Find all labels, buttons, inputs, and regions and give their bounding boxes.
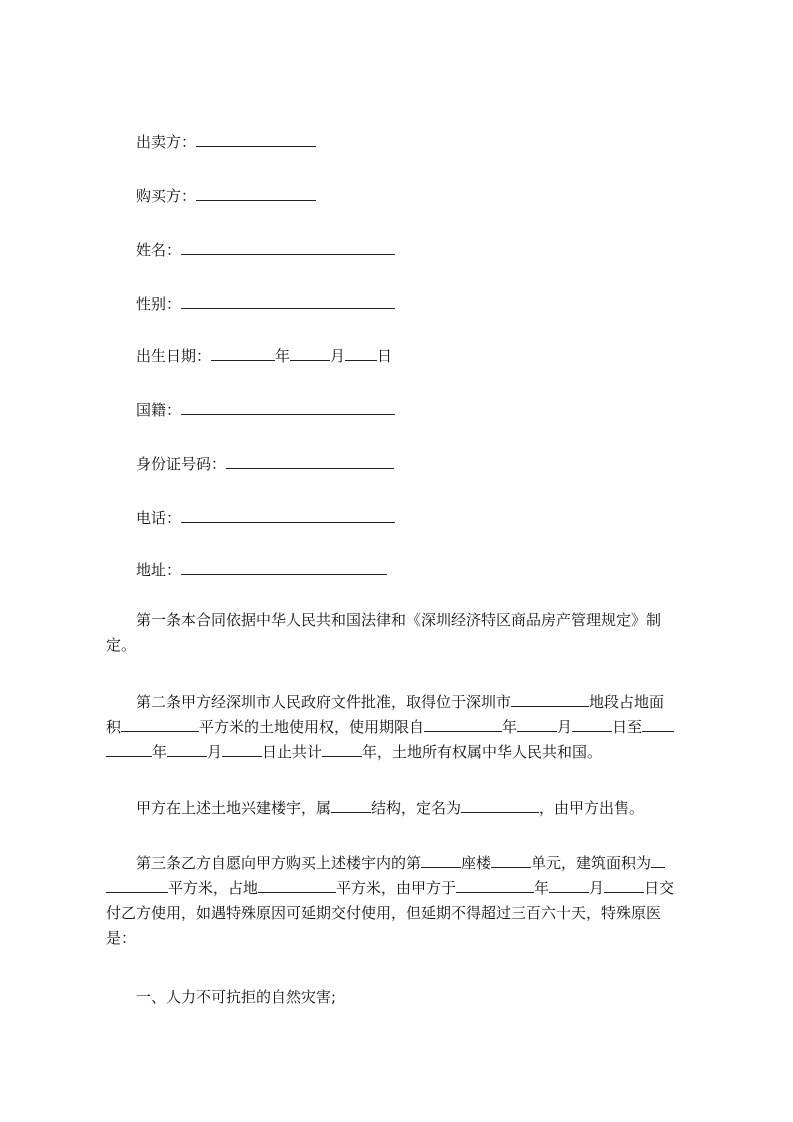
article-3-text-2b: 平方米，由甲方于 bbox=[336, 879, 457, 897]
article-3-text-1b: 座楼 bbox=[461, 854, 492, 872]
end-day-blank[interactable] bbox=[222, 742, 262, 757]
delivery-year-blank[interactable] bbox=[456, 878, 534, 893]
end-month-blank[interactable] bbox=[167, 742, 207, 757]
birth-label: 出生日期： bbox=[136, 347, 212, 365]
id-number-blank[interactable] bbox=[226, 454, 394, 469]
article-2 bbox=[106, 690, 706, 765]
build-text-c: ，由甲方出售。 bbox=[539, 799, 645, 817]
birth-field bbox=[136, 346, 392, 366]
buyer-blank[interactable] bbox=[196, 186, 316, 201]
address-label: 地址： bbox=[136, 561, 182, 579]
article-2-text-3b: 月 bbox=[207, 743, 223, 761]
article-2-text-3c: 日止共计 bbox=[262, 743, 323, 761]
buyer-field bbox=[136, 186, 316, 206]
address-field bbox=[136, 560, 387, 580]
article-1 bbox=[106, 608, 706, 658]
location-blank[interactable] bbox=[511, 692, 589, 707]
article-2-text-2a: 积 bbox=[106, 718, 122, 736]
build-text-b: 结构，定名为 bbox=[371, 799, 462, 817]
article-3-text-2e: 日交 bbox=[644, 879, 675, 897]
term-years-blank[interactable] bbox=[322, 742, 362, 757]
article-2-text-2b: 平方米的土地使用权，使用期限自 bbox=[199, 718, 425, 736]
floor-area-blank-b[interactable] bbox=[106, 878, 168, 893]
article-2-text-2c: 年 bbox=[502, 718, 518, 736]
article-2-text-1a: 第二条甲方经深圳市人民政府文件批准，取得位于深圳市 bbox=[136, 693, 512, 711]
nationality-label: 国籍： bbox=[136, 401, 182, 419]
article-3-text-2d: 月 bbox=[589, 879, 605, 897]
article-2-line-3 bbox=[106, 740, 706, 765]
id-number-field bbox=[136, 454, 394, 474]
article-3 bbox=[106, 851, 706, 951]
phone-field bbox=[136, 508, 395, 528]
phone-label: 电话： bbox=[136, 509, 182, 527]
delivery-day-blank[interactable] bbox=[604, 878, 644, 893]
address-blank[interactable] bbox=[181, 560, 387, 575]
article-3-text-1c: 单元，建筑面积为 bbox=[531, 854, 652, 872]
name-blank[interactable] bbox=[181, 240, 395, 255]
start-year-blank[interactable] bbox=[424, 717, 502, 732]
nationality-field bbox=[136, 400, 395, 420]
article-3-line-2 bbox=[106, 876, 706, 901]
article-2-text-1b: 地段占地面 bbox=[589, 693, 665, 711]
gender-blank[interactable] bbox=[181, 294, 395, 309]
phone-blank[interactable] bbox=[181, 508, 395, 523]
building-name-blank[interactable] bbox=[461, 798, 539, 813]
article-2-text-3a: 年 bbox=[152, 743, 168, 761]
delivery-month-blank[interactable] bbox=[549, 878, 589, 893]
floor-area-blank-a[interactable] bbox=[651, 853, 665, 868]
end-year-blank-a[interactable] bbox=[642, 717, 674, 732]
id-number-label: 身份证号码： bbox=[136, 455, 227, 473]
buyer-label: 购买方： bbox=[136, 187, 197, 205]
article-1-line-2: 定。 bbox=[106, 636, 137, 654]
building-no-blank[interactable] bbox=[421, 853, 461, 868]
item-1 bbox=[106, 985, 706, 1010]
structure-blank[interactable] bbox=[331, 798, 371, 813]
unit-no-blank[interactable] bbox=[491, 853, 531, 868]
article-3-text-2c: 年 bbox=[534, 879, 550, 897]
end-year-blank-b[interactable] bbox=[106, 742, 152, 757]
birth-year-blank[interactable] bbox=[211, 346, 275, 361]
article-3-line-4: 是： bbox=[106, 929, 137, 947]
article-3-text-1a: 第三条乙方自愿向甲方购买上述楼宇内的第 bbox=[136, 854, 422, 872]
seller-blank[interactable] bbox=[196, 132, 316, 147]
article-3-text-2a: 平方米，占地 bbox=[168, 879, 259, 897]
article-3-line-3: 付乙方使用，如遇特殊原因可延期交付使用，但延期不得超过三百六十天，特殊原医 bbox=[106, 904, 662, 922]
birth-day-label: 日 bbox=[377, 347, 393, 365]
article-2-line-1 bbox=[106, 690, 706, 715]
build-text-a: 甲方在上述土地兴建楼宇，属 bbox=[136, 799, 332, 817]
gender-field bbox=[136, 294, 395, 314]
name-field bbox=[136, 240, 395, 260]
article-2-text-3d: 年，土地所有权属中华人民共和国。 bbox=[362, 743, 603, 761]
start-day-blank[interactable] bbox=[572, 717, 612, 732]
seller-label: 出卖方： bbox=[136, 133, 197, 151]
start-month-blank[interactable] bbox=[517, 717, 557, 732]
land-area-blank[interactable] bbox=[121, 717, 199, 732]
name-label: 姓名： bbox=[136, 241, 182, 259]
article-2-line-2 bbox=[106, 715, 706, 740]
item-1-text: 一、人力不可抗拒的自然灾害; bbox=[136, 988, 337, 1006]
article-2-text-2e: 日至 bbox=[612, 718, 643, 736]
site-area-blank[interactable] bbox=[258, 878, 336, 893]
build-paragraph bbox=[106, 796, 706, 821]
birth-month-blank[interactable] bbox=[290, 346, 330, 361]
nationality-blank[interactable] bbox=[181, 400, 395, 415]
birth-month-label: 月 bbox=[330, 347, 346, 365]
gender-label: 性别： bbox=[136, 295, 182, 313]
article-2-text-2d: 月 bbox=[557, 718, 573, 736]
article-3-line-1 bbox=[106, 851, 706, 876]
birth-day-blank[interactable] bbox=[345, 346, 377, 361]
article-1-line-1: 第一条本合同依据中华人民共和国法律和《深圳经济特区商品房产管理规定》制 bbox=[136, 611, 662, 629]
seller-field bbox=[136, 132, 316, 152]
birth-year-label: 年 bbox=[275, 347, 291, 365]
